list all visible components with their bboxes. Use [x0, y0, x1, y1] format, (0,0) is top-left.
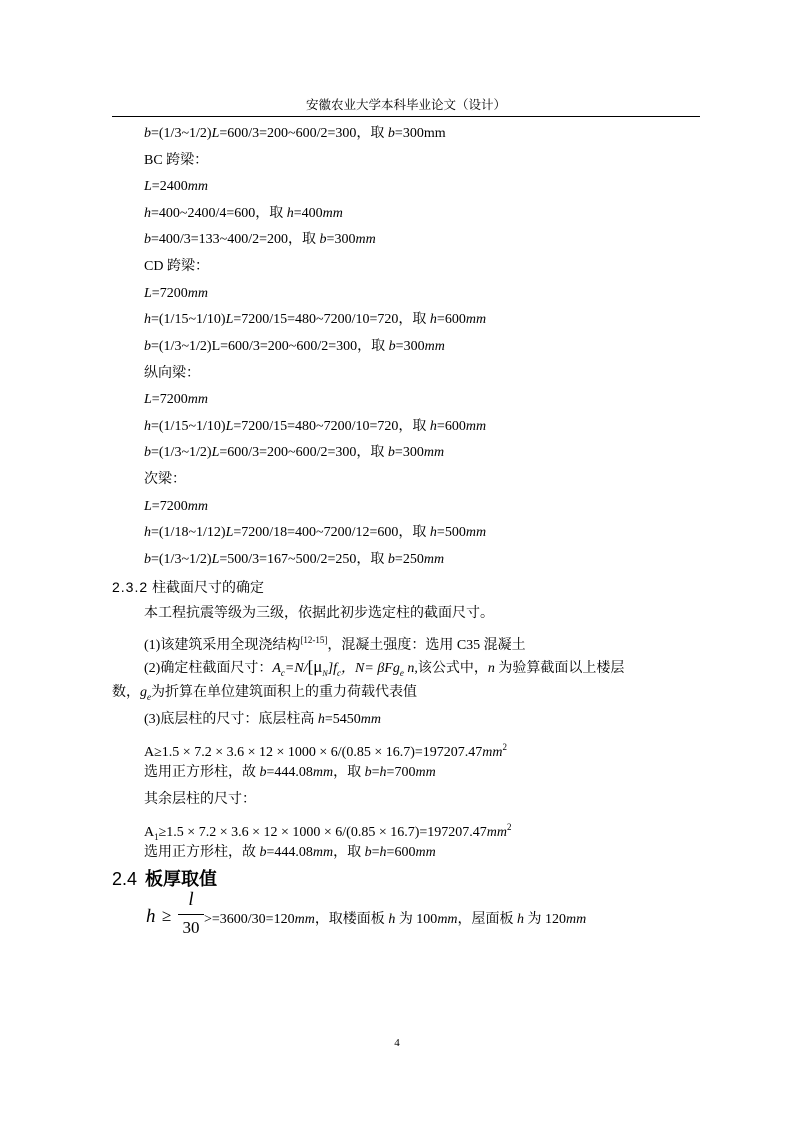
- text-line: CD 跨梁：: [144, 259, 209, 274]
- paragraph: 本工程抗震等级为三级，依据此初步选定柱的截面尺寸。: [144, 606, 494, 621]
- header-rule: [112, 116, 700, 117]
- text-line: b=(1/3~1/2)L=600/3=200~600/2=300，取 b=300mm: [144, 126, 446, 141]
- text-line: b=(1/3~1/2)L=600/3=200~600/2=300，取 b=300mm: [144, 339, 445, 354]
- paragraph: 选用正方形柱，故 b=444.08mm，取 b=h=700mm: [144, 765, 436, 780]
- paragraph: (2)确定柱截面尺寸：$A_c=N/[\mu_N]f_c$，N= βFg$_e$ n,该公式中，n 为验算截面以上楼层: [144, 657, 625, 678]
- text-line: b=(1/3~1/2)L=600/3=200~600/2=300，取 b=300mm: [144, 445, 445, 460]
- text-line: h=(1/15~1/10)L=7200/15=480~7200/10=720，取 h=600mm: [144, 312, 487, 327]
- formula-h: h: [146, 906, 156, 927]
- paragraph: (1)该建筑采用全现浇结构[12-15]，混凝土强度：选用 C35 混凝土: [144, 635, 526, 653]
- text-line: L=2400mm: [144, 179, 208, 194]
- formula-result: >=3600/30=120mm，取楼面板 h 为 100mm，屋面板 h 为 120mm: [204, 912, 587, 927]
- text-line: h=(1/18~1/12)L=7200/18=400~7200/12=600，取 h=500mm: [144, 525, 487, 540]
- paragraph: (3)底层柱的尺寸：底层柱高 h=5450mm: [144, 712, 381, 727]
- page-header: 安徽农业大学本科毕业论文（设计）: [305, 98, 506, 112]
- section-heading-2-4: 2.4 板厚取值: [112, 869, 218, 889]
- text-line: L=7200mm: [144, 499, 208, 514]
- page-number: 4: [394, 1037, 400, 1049]
- paragraph: 选用正方形柱，故 b=444.08mm，取 b=h=600mm: [144, 845, 436, 860]
- paragraph: 数，$g_e$为折算在单位建筑面积上的重力荷载代表值: [112, 685, 417, 702]
- text-line: L=7200mm: [144, 392, 208, 407]
- text-line: h=(1/15~1/10)L=7200/15=480~7200/10=720，取 h=600mm: [144, 419, 487, 434]
- text-line: 纵向梁：: [144, 366, 200, 381]
- text-line: 次梁：: [144, 472, 186, 487]
- text-line: L=7200mm: [144, 286, 208, 301]
- text-line: h=400~2400/4=600，取 h=400mm: [144, 206, 343, 221]
- text-line: BC 跨梁：: [144, 153, 209, 168]
- paragraph: $A_1\ge 1.5 \times 7.2 \times 3.6 \times 12 \times 1000 \times 6/(0.85 \times 16.7)=197207.47mm^2$: [144, 822, 512, 842]
- text-line: b=(1/3~1/2)L=500/3=167~500/2=250，取 b=250mm: [144, 552, 445, 567]
- section-heading-2-3-2: 2.3.2 柱截面尺寸的确定: [112, 579, 265, 595]
- formula-fraction: l 30: [178, 888, 204, 939]
- citation: [12-15]: [300, 635, 328, 645]
- formula-ge: ≥: [162, 906, 172, 925]
- paragraph: 其余层柱的尺寸：: [144, 792, 256, 807]
- text-line: b=400/3=133~400/2=200，取 b=300mm: [144, 232, 376, 247]
- paragraph: $A\ge 1.5 \times 7.2 \times 3.6 \times 12 \times 1000 \times 6/(0.85 \times 16.7)=197207.47mm^2$: [144, 742, 508, 760]
